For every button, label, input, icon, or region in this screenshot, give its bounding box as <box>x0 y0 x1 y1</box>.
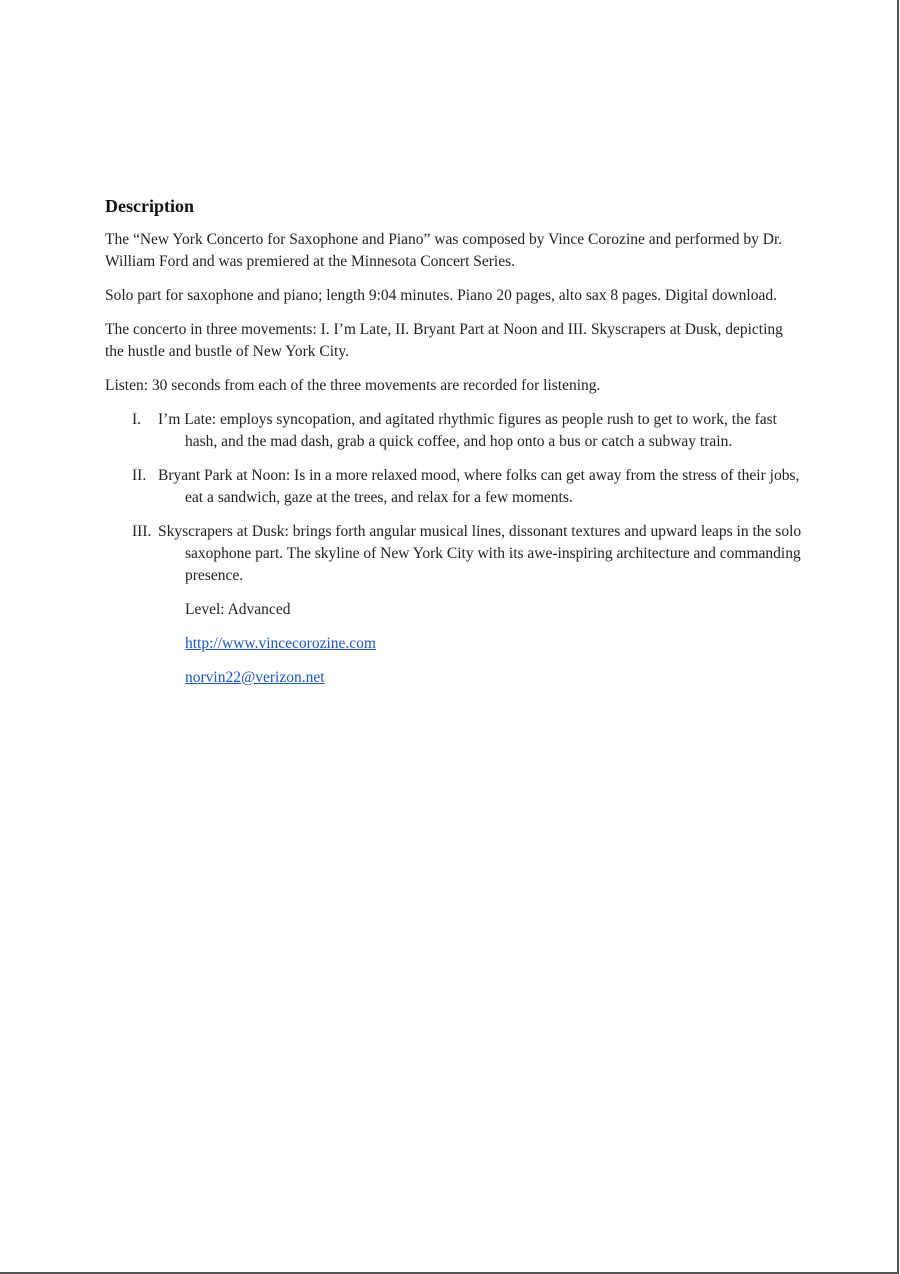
email-link[interactable]: norvin22@verizon.net <box>185 669 325 686</box>
movement-numeral: I. <box>132 411 142 428</box>
description-heading: Description <box>105 196 194 216</box>
movement-text: I’m Late: employs syncopation, and agitated rhythmic figures as people rush to get to work, the fast hash, and the mad dash, grab a quick coffee, and hop onto a bus or catch a subway train. <box>158 411 777 450</box>
movement-numeral: III. <box>132 523 152 540</box>
movement-item-1 <box>105 409 805 453</box>
movement-item-2 <box>105 465 805 509</box>
document-content <box>105 193 805 701</box>
movement-item-3 <box>105 521 805 587</box>
listen-paragraph: Listen: 30 seconds from each of the three movements are recorded for listening. <box>105 377 601 394</box>
movement-text: Skyscrapers at Dusk: brings forth angular musical lines, dissonant textures and upward leaps in the solo saxophone part. The skyline of New York City with its awe-inspiring architecture and commanding presence. <box>158 523 802 584</box>
website-link[interactable]: http://www.vincecorozine.com <box>185 635 376 652</box>
website-line <box>105 633 805 655</box>
email-line <box>105 667 805 689</box>
movement-numeral: II. <box>132 467 147 484</box>
level-line: Level: Advanced <box>185 601 291 618</box>
details-paragraph: Solo part for saxophone and piano; length 9:04 minutes. Piano 20 pages, alto sax 8 pages. Digital download. <box>105 287 777 304</box>
movements-paragraph: The concerto in three movements: I. I’m Late, II. Bryant Part at Noon and III. Skyscrapers at Dusk, depicting the hustle and bustle of New York City. <box>105 321 783 360</box>
intro-paragraph: The “New York Concerto for Saxophone and Piano” was composed by Vince Corozine and performed by Dr. William Ford and was premiered at the Minnesota Concert Series. <box>105 231 783 270</box>
movement-list <box>105 409 805 587</box>
movement-text: Bryant Park at Noon: Is in a more relaxed mood, where folks can get away from the stress of their jobs, eat a sandwich, gaze at the trees, and relax for a few moments. <box>158 467 800 506</box>
